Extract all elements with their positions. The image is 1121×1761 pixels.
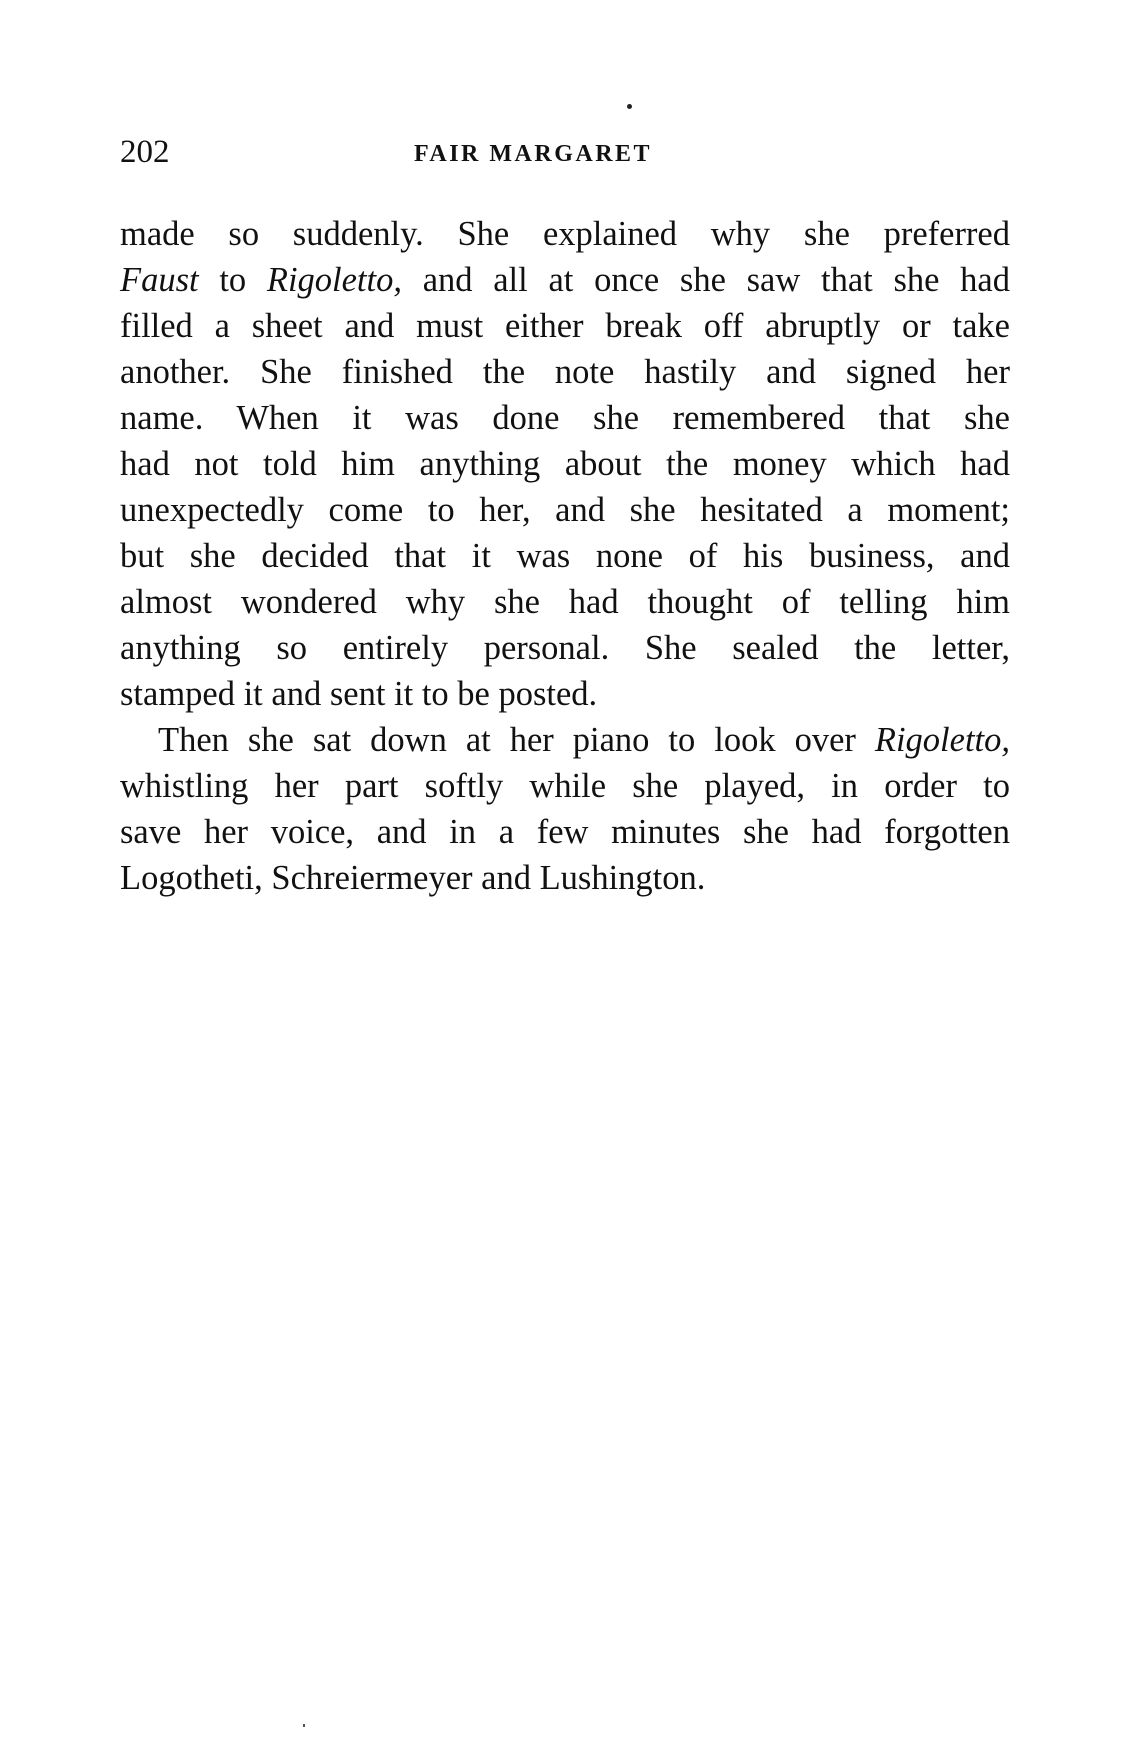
- paragraph: [120, 717, 1010, 901]
- running-head: [120, 132, 1016, 172]
- page-number: 202: [120, 134, 170, 170]
- text-line: another. She finished the note hastily and signed her: [120, 353, 1010, 391]
- text-line: Logotheti, Schreiermeyer and Lushington.: [120, 859, 706, 897]
- italic-title: Rigoletto,: [874, 721, 1010, 759]
- text-line: almost wondered why she had thought of telling him: [120, 583, 1010, 621]
- text-line: anything so entirely personal. She sealed the letter,: [120, 629, 1010, 667]
- text-line: had not told him anything about the money which had: [120, 445, 1010, 483]
- body-text: [120, 211, 1010, 901]
- text-line: but she decided that it was none of his business, and: [120, 537, 1010, 575]
- text-line: Then she sat down at her piano to look over Rigoletto,: [158, 721, 1010, 759]
- text-line: Faust to Rigoletto, and all at once she saw that she had: [120, 261, 1010, 299]
- text-line: made so suddenly. She explained why she preferred: [120, 215, 1010, 253]
- text-line: name. When it was done she remembered that she: [120, 399, 1010, 437]
- running-title: FAIR MARGARET: [414, 141, 653, 167]
- italic-title: Rigoletto,: [266, 261, 402, 299]
- text-line: save her voice, and in a few minutes she had forgotten: [120, 813, 1010, 851]
- text-line: filled a sheet and must either break off abruptly or take: [120, 307, 1010, 345]
- text-line: stamped it and sent it to be posted.: [120, 675, 598, 713]
- ink-speck: [303, 1724, 305, 1727]
- italic-title: Faust: [120, 261, 199, 299]
- text-line: unexpectedly come to her, and she hesitated a moment;: [120, 491, 1010, 529]
- text-line: whistling her part softly while she played, in order to: [120, 767, 1010, 805]
- ink-speck: [627, 104, 632, 109]
- paragraph: [120, 211, 1010, 717]
